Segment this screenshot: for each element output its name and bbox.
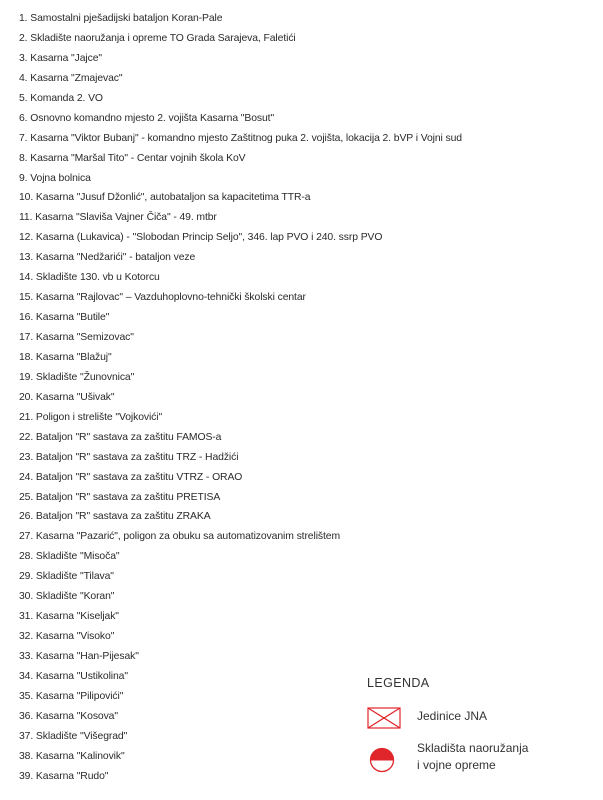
list-item: 21. Poligon i strelište "Vojkovići" — [19, 411, 163, 423]
half-filled-circle-icon — [369, 747, 395, 778]
list-item: 3. Kasarna "Jajce" — [19, 52, 102, 64]
list-item: 36. Kasarna "Kosova" — [19, 710, 118, 722]
list-item: 23. Bataljon "R" sastava za zaštitu TRZ - Hadžići — [19, 451, 239, 463]
list-item: 31. Kasarna "Kiseljak" — [19, 611, 119, 623]
list-item: 39. Kasarna "Rudo" — [19, 770, 109, 782]
legend-title: LEGENDA — [367, 676, 430, 690]
legend — [367, 676, 592, 781]
list-item: 34. Kasarna "Ustikolina" — [19, 670, 128, 682]
list-item: 20. Kasarna "Ušivak" — [19, 391, 115, 403]
list-item: 37. Skladište "Višegrad" — [19, 730, 128, 742]
list-item: 27. Kasarna "Pazarić", poligon za obuku sa automatizovanim strelištem — [19, 531, 341, 543]
list-item: 7. Kasarna "Viktor Bubanj" - komandno mjesto Zaštitnog puka 2. vojišta, lokacija 2. bVP i Vojni sud — [19, 132, 462, 144]
list-item: 10. Kasarna "Jusuf Džonlić", autobataljon sa kapacitetima TTR-a — [19, 192, 311, 204]
list-item: 16. Kasarna "Butile" — [19, 312, 110, 324]
list-item: 1. Samostalni pješadijski bataljon Koran-Pale — [19, 13, 223, 24]
list-item: 35. Kasarna "Pilipovići" — [19, 690, 124, 702]
list-item: 13. Kasarna "Nedžarići" - bataljon veze — [19, 252, 196, 264]
list-item: 5. Komanda 2. VO — [19, 92, 103, 104]
list-item: 32. Kasarna "Visoko" — [19, 631, 115, 643]
list-item: 25. Bataljon "R" sastava za zaštitu PRETISA — [19, 491, 221, 503]
list-item: 38. Kasarna "Kalinovik" — [19, 750, 125, 762]
legend-label-jna-units: Jedinice JNA — [417, 709, 488, 723]
list-item: 6. Osnovno komandno mjesto 2. vojišta Kasarna "Bosut" — [19, 112, 275, 124]
legend-entry-weapons-depots — [367, 741, 592, 781]
list-item: 15. Kasarna "Rajlovac" – Vazduhoplovno-tehnički školski centar — [19, 292, 306, 304]
list-item: 29. Skladište "Tilava" — [19, 571, 114, 583]
list-item: 12. Kasarna (Lukavica) - "Slobodan Princip Seljo", 346. lap PVO i 240. ssrp PVO — [19, 232, 383, 244]
list-item: 19. Skladište "Žunovnica" — [19, 371, 135, 383]
list-item: 28. Skladište "Misoča" — [19, 551, 120, 563]
list-item: 4. Kasarna "Zmajevac" — [19, 72, 123, 84]
legend-label-weapons-depots: Skladišta naoružanja i vojne opreme — [417, 741, 529, 772]
units-list — [19, 9, 579, 787]
legend-entry-jna-units — [367, 707, 592, 741]
list-item: 2. Skladište naoružanja i opreme TO Grada Sarajeva, Faletići — [19, 32, 296, 44]
list-item: 22. Bataljon "R" sastava za zaštitu FAMOS-a — [19, 431, 222, 443]
list-item: 24. Bataljon "R" sastava za zaštitu VTRZ - ORAO — [19, 471, 243, 483]
list-item: 30. Skladište "Koran" — [19, 591, 115, 603]
list-item: 33. Kasarna "Han-Pijesak" — [19, 651, 139, 662]
list-item: 17. Kasarna "Semizovac" — [19, 332, 134, 343]
list-item: 9. Vojna bolnica — [19, 172, 91, 184]
list-item: 18. Kasarna "Blažuj" — [19, 351, 112, 363]
list-item: 11. Kasarna "Slaviša Vajner Čiča" - 49. mtbr — [19, 212, 217, 224]
crossed-box-icon — [367, 707, 401, 734]
list-item: 26. Bataljon "R" sastava za zaštitu ZRAKA — [19, 511, 211, 523]
list-item: 14. Skladište 130. vb u Kotorcu — [19, 272, 160, 284]
list-item: 8. Kasarna "Maršal Tito" - Centar vojnih škola KoV — [19, 152, 246, 164]
